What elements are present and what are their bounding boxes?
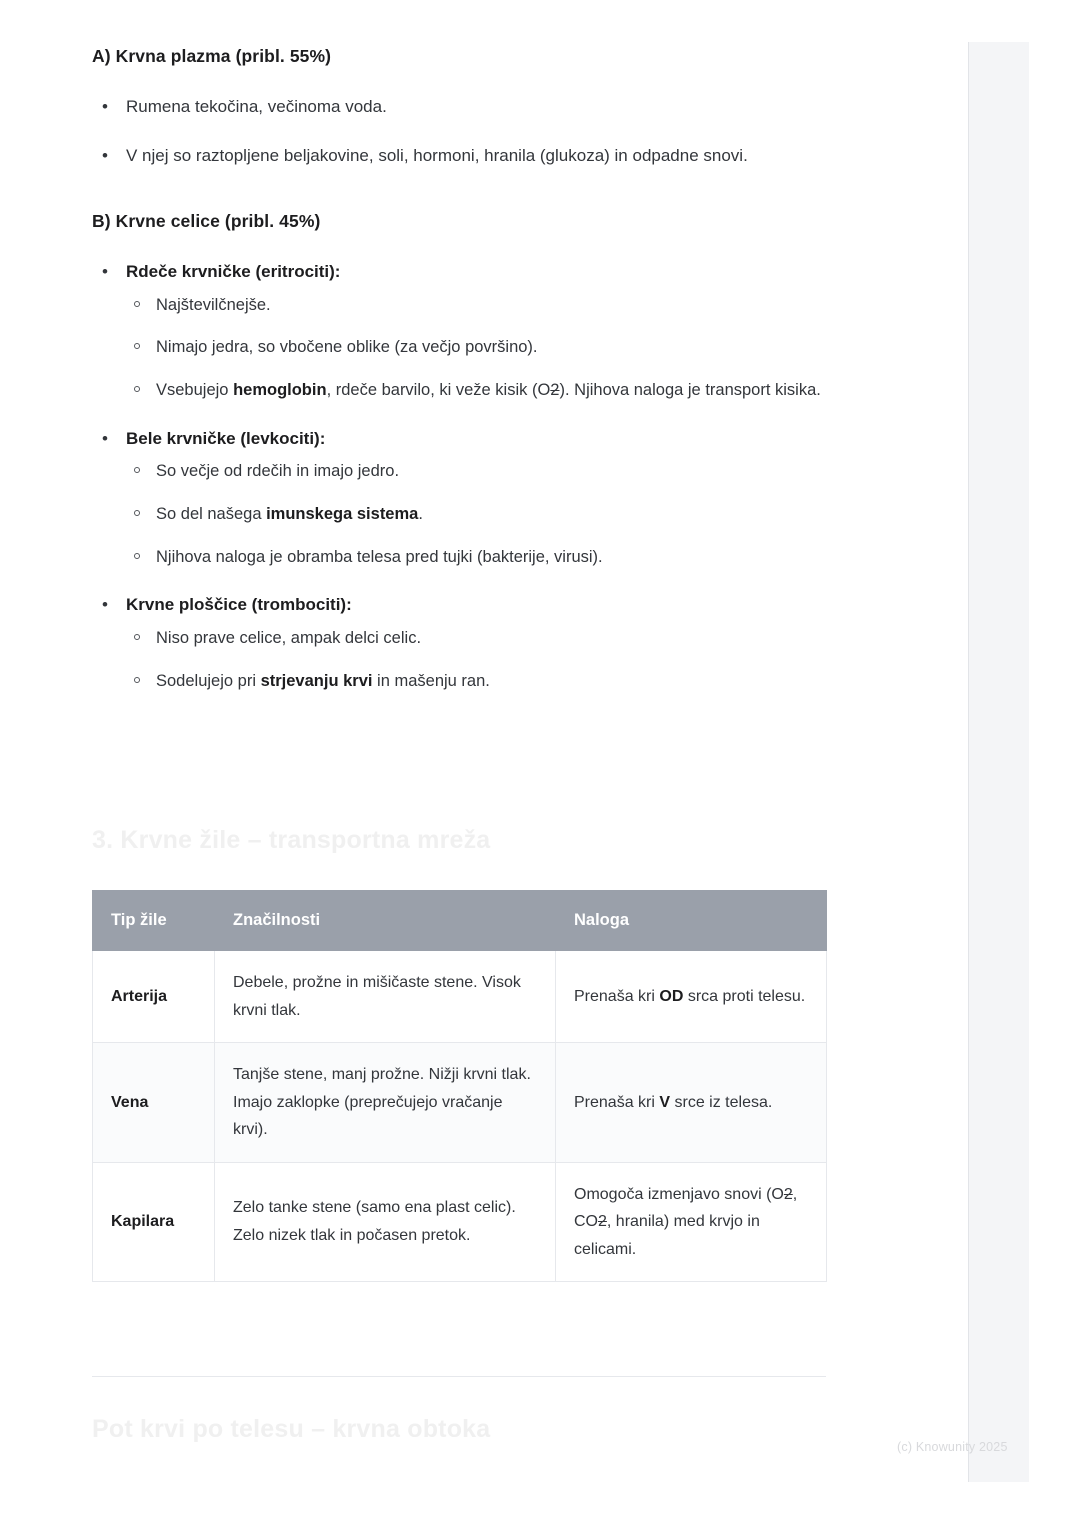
bullet-dot-icon: • — [102, 97, 108, 116]
list-item-text: Njihova naloga je obramba telesa pred tujki (bakterije, virusi). — [156, 547, 603, 566]
bullet-circle-icon — [134, 467, 140, 473]
bullet-circle-icon — [134, 634, 140, 640]
list-item — [126, 544, 852, 571]
cells-bullet-list — [92, 258, 852, 694]
list-item-erythrocytes — [92, 258, 852, 404]
bullet-dot-icon: • — [102, 595, 108, 615]
list-item-text: Niso prave celice, ampak delci celic. — [156, 628, 422, 647]
cell-znacilnosti: Tanjše stene, manj prožne. Nižji krvni tlak. Imajo zaklopke (preprečujejo vračanje krvi). — [215, 1043, 556, 1163]
list-item-text: So del našega imunskega sistema. — [156, 505, 423, 523]
cell-naloga: Omogoča izmenjavo snovi (O2, CO2, hranila) med krvjo in celicami. — [556, 1162, 827, 1282]
copyright-footer: (c) Knowunity 2025 — [897, 1440, 1008, 1454]
cell-tip: Arterija — [93, 951, 215, 1043]
list-item-text: Nimajo jedra, so vbočene oblike (za večjo površino). — [156, 338, 538, 357]
bullet-circle-icon — [134, 677, 140, 683]
section-heading-plasma: A) Krvna plazma (pribl. 55%) — [92, 46, 332, 66]
group-label: Bele krvničke (levkociti): — [126, 428, 326, 448]
list-item-text: So večje od rdečih in imajo jedro. — [156, 462, 400, 481]
bullet-circle-icon — [134, 553, 140, 559]
blood-vessels-table — [92, 890, 827, 1282]
section-divider — [92, 1376, 826, 1377]
bullet-circle-icon — [134, 301, 140, 307]
table-row — [93, 1162, 827, 1282]
bullet-dot-icon: • — [102, 262, 108, 282]
leukocytes-sublist — [126, 458, 852, 570]
group-label: Rdeče krvničke (eritrociti): — [126, 262, 341, 282]
faded-heading-text: 3. Krvne žile – transportna mreža — [92, 826, 491, 854]
group-label: Krvne ploščice (trombociti): — [126, 595, 352, 615]
list-item — [126, 668, 852, 695]
cell-tip: Vena — [93, 1043, 215, 1163]
list-item-text: Vsebujejo hemoglobin, rdeče barvilo, ki veže kisik (O2). Njihova naloga je transport kisika. — [156, 381, 821, 400]
faded-heading-vessels — [92, 826, 892, 855]
cell-znacilnosti: Debele, prožne in mišičaste stene. Visok krvni tlak. — [215, 951, 556, 1043]
cell-tip: Kapilara — [93, 1162, 215, 1282]
list-item-thrombocytes — [92, 591, 852, 694]
bullet-circle-icon — [134, 343, 140, 349]
list-item-text: Najštevilčnejše. — [156, 295, 271, 314]
cell-naloga: Prenaša kri OD srca proti telesu. — [556, 951, 827, 1043]
erythrocytes-sublist — [126, 292, 852, 404]
list-item — [92, 142, 852, 170]
list-item — [126, 458, 852, 485]
list-item-text: V njej so raztopljene beljakovine, soli, hormoni, hranila (glukoza) in odpadne snovi. — [126, 145, 748, 165]
list-item — [126, 501, 852, 528]
document-content — [92, 46, 852, 715]
thrombocytes-sublist — [126, 625, 852, 694]
table-row — [93, 951, 827, 1043]
page-side-strip — [968, 42, 1029, 1482]
list-item — [126, 625, 852, 652]
faded-heading-text: Pot krvi po telesu – krvna obtoka — [92, 1415, 491, 1443]
list-item-text: Sodelujejo pri strjevanju krvi in mašenju ran. — [156, 671, 490, 690]
table-header-row — [93, 891, 827, 951]
bullet-circle-icon — [134, 386, 140, 392]
table-row — [93, 1043, 827, 1163]
list-item — [126, 377, 852, 404]
bullet-dot-icon: • — [102, 428, 108, 448]
bullet-circle-icon — [134, 510, 140, 516]
column-header-naloga: Naloga — [556, 891, 827, 951]
cell-znacilnosti: Zelo tanke stene (samo ena plast celic). Zelo nizek tlak in počasen pretok. — [215, 1162, 556, 1282]
list-item — [126, 334, 852, 361]
column-header-tip-zile: Tip žile — [93, 891, 215, 951]
faded-heading-circulation — [92, 1415, 892, 1444]
cell-naloga: Prenaša kri V srce iz telesa. — [556, 1043, 827, 1163]
bullet-dot-icon: • — [102, 145, 108, 165]
list-item — [126, 292, 852, 319]
list-item-leukocytes — [92, 425, 852, 571]
column-header-znacilnosti: Značilnosti — [215, 891, 556, 951]
list-item-text: Rumena tekočina, večinoma voda. — [126, 97, 387, 116]
list-item — [92, 93, 852, 121]
plasma-bullet-list — [92, 93, 852, 169]
section-heading-cells: B) Krvne celice (pribl. 45%) — [92, 211, 321, 232]
